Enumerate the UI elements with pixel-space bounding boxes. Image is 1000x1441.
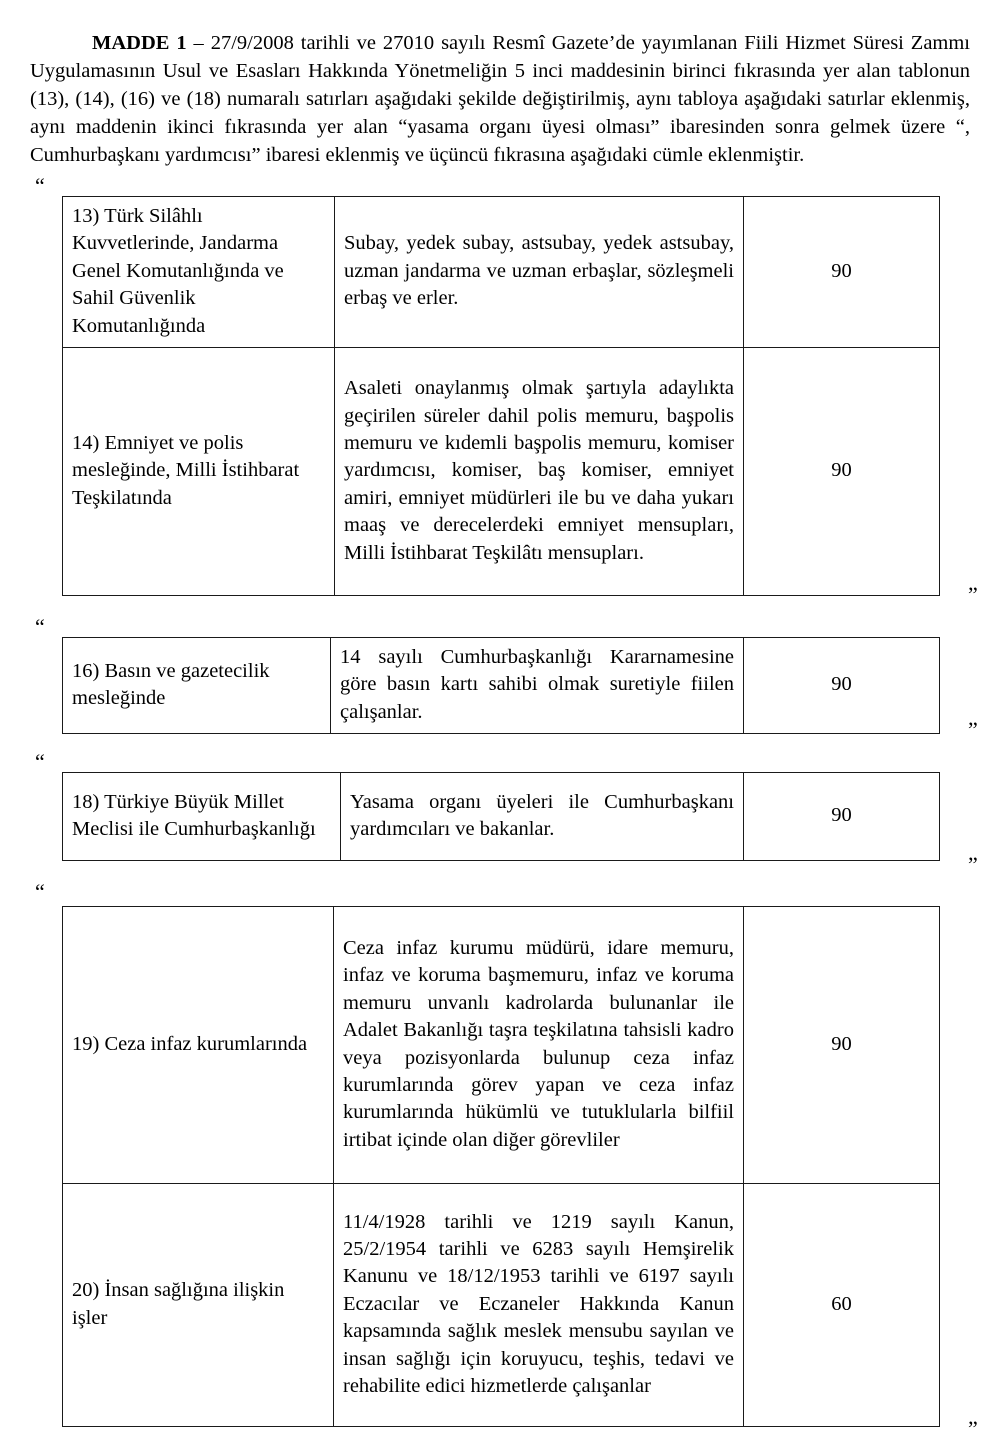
amendment-table-1 [62,196,940,596]
article-intro-paragraph [30,29,970,170]
row-description: Subay, yedek subay, astsubay, yedek astsubay, uzman jandarma ve uzman erbaşlar, sözleşmeli erbaş ve erler. [335,197,744,348]
article-intro-text: – 27/9/2008 tarihli ve 27010 sayılı Resmî Gazete’de yayımlanan Fiili Hizmet Süresi Zammı Uygulamasının Usul ve Esasları Hakkında Yönetmeliğin 5 inci maddesinin birinci fıkrasında yer alan tablonun (13), (14), (16) ve (18) numaralı satırları aşağıdaki şekilde değiştirilmiş, aynı tabloya aşağıdaki satırlar eklenmiş, aynı maddenin ikinci fıkrasında yer alan “yasama organı üyesi olması” ibaresinden sonra gelmek üzere “, Cumhurbaşkanı yardımcısı” ibaresi eklenmiş ve üçüncü fıkrasına aşağıdaki cümle eklenmiştir. [30,31,971,167]
row-description: Ceza infaz kurumu müdürü, idare memuru, infaz ve koruma başmemuru, infaz ve koruma memuru unvanlı kadrolarda bulunanlar ile Adalet Bakanlığı taşra teşkilatına tahsisli kadro veya pozisyonlarda bulunup ceza infaz kurumlarında görev yapan ve ceza infaz kurumlarında hükümlü ve tutuklularla bilfiil irtibat içinde olan diğer görevliler [334,907,744,1184]
row-description: 14 sayılı Cumhurbaşkanlığı Kararnamesine göre basın kartı sahibi olmak suretiyle fiilen çalışanlar. [331,638,744,734]
open-quote-2: “ [35,614,45,639]
close-quote-2: ” [968,717,978,742]
row-value: 90 [744,773,940,861]
row-label: 18) Türkiye Büyük Millet Meclisi ile Cumhurbaşkanlığı [63,773,341,861]
close-quote-3: ” [968,852,978,877]
row-label: 19) Ceza infaz kurumlarında [63,907,334,1184]
row-label: 13) Türk Silâhlı Kuvvetlerinde, Jandarma Genel Komutanlığında ve Sahil Güvenlik Komutanlığında [63,197,335,348]
table-row [63,197,940,348]
row-label: 16) Basın ve gazetecilik mesleğinde [63,638,331,734]
open-quote-3: “ [35,749,45,774]
row-label: 14) Emniyet ve polis mesleğinde, Milli İstihbarat Teşkilatında [63,348,335,596]
close-quote-4: ” [968,1416,978,1441]
amendment-table-2 [62,637,940,734]
row-description: 11/4/1928 tarihli ve 1219 sayılı Kanun, 25/2/1954 tarihli ve 6283 sayılı Hemşirelik Kanunu ve 18/12/1953 tarihli ve 6197 sayılı Eczacılar ve Eczaneler Hakkında Kanun kapsamında sağlık meslek mensubu sayılan ve insan sağlığı için koruyucu, teşhis, tedavi ve rehabilite edici hizmetlerde çalışanlar [334,1184,744,1427]
table-row [63,907,940,1184]
open-quote-4: “ [35,879,45,904]
table-row [63,638,940,734]
row-value: 90 [744,638,940,734]
amendment-table-3 [62,772,940,861]
row-description: Yasama organı üyeleri ile Cumhurbaşkanı yardımcıları ve bakanlar. [341,773,744,861]
amendment-table-4 [62,906,940,1427]
open-quote-1: “ [35,173,45,198]
row-value: 60 [744,1184,940,1427]
close-quote-1: ” [968,582,978,607]
row-value: 90 [744,907,940,1184]
table-row [63,348,940,596]
row-value: 90 [744,197,940,348]
row-value: 90 [744,348,940,596]
article-label: MADDE 1 [92,31,187,54]
row-label: 20) İnsan sağlığına ilişkin işler [63,1184,334,1427]
table-row [63,1184,940,1427]
table-row [63,773,940,861]
row-description: Asaleti onaylanmış olmak şartıyla adaylıkta geçirilen süreler dahil polis memuru, başpolis memuru ve kıdemli başpolis memuru, komiser yardımcısı, komiser, baş komiser, emniyet amiri, emniyet müdürleri ile bu ve daha yukarı maaş ve derecelerdeki emniyet mensupları, Milli İstihbarat Teşkilâtı mensupları. [335,348,744,596]
